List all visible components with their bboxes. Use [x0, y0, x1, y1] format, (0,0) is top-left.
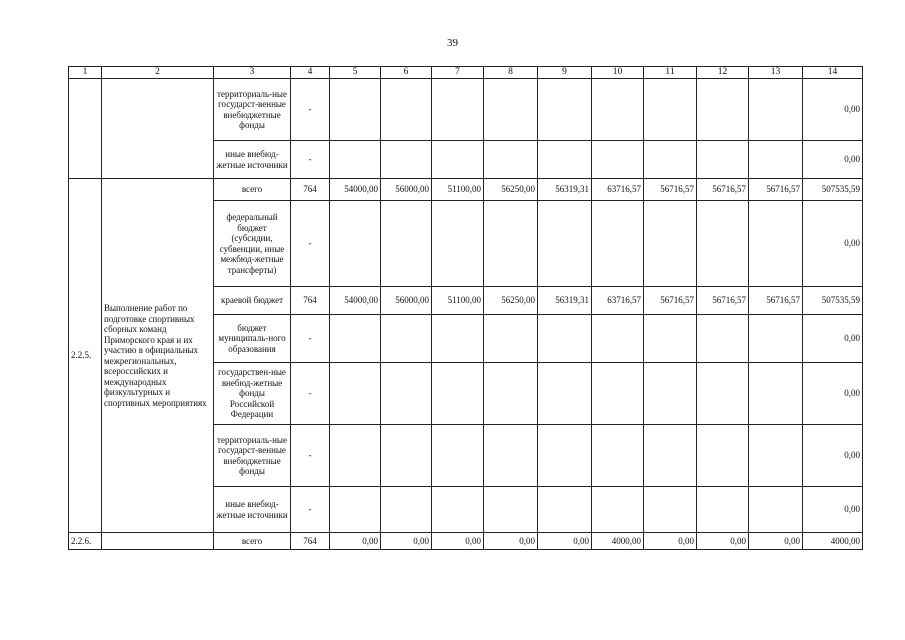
funding-source-cell: всего: [214, 179, 291, 201]
header-cell: 4: [291, 67, 330, 79]
code-cell: -: [291, 201, 330, 287]
value-cell: [538, 201, 592, 287]
funding-source-cell: всего: [214, 533, 291, 550]
value-cell: [432, 201, 484, 287]
value-cell: [381, 487, 432, 533]
value-cell: [592, 425, 644, 487]
value-cell: [697, 201, 749, 287]
funding-source-cell: иные внебюд-жетные источники: [214, 487, 291, 533]
value-cell: 56716,57: [749, 287, 803, 315]
table-row: [69, 79, 863, 141]
code-cell: -: [291, 363, 330, 425]
code-cell: -: [291, 487, 330, 533]
value-cell: [330, 425, 381, 487]
value-cell: [697, 425, 749, 487]
value-cell: 0,00: [432, 533, 484, 550]
value-cell: [592, 315, 644, 363]
value-cell: [484, 425, 538, 487]
value-cell: [538, 487, 592, 533]
funding-source-cell: территориаль-ные государст-венные внебюджетные фонды: [214, 79, 291, 141]
value-cell: [330, 315, 381, 363]
value-cell: 56319,31: [538, 179, 592, 201]
header-cell: 6: [381, 67, 432, 79]
value-cell: [697, 487, 749, 533]
header-cell: 8: [484, 67, 538, 79]
value-cell: [330, 79, 381, 141]
total-cell: 4000,00: [803, 533, 863, 550]
value-cell: [381, 315, 432, 363]
value-cell: [432, 487, 484, 533]
value-cell: [644, 141, 697, 179]
value-cell: [644, 201, 697, 287]
header-cell: 13: [749, 67, 803, 79]
code-cell: -: [291, 79, 330, 141]
row-number-cell: 2.2.5.: [69, 179, 102, 533]
value-cell: 0,00: [484, 533, 538, 550]
row-number-cell: 2.2.6.: [69, 533, 102, 550]
value-cell: [592, 487, 644, 533]
value-cell: [538, 363, 592, 425]
header-cell: 7: [432, 67, 484, 79]
funding-source-cell: федеральный бюджет (субсидии, субвенции, иные межбюд-жетные трансферты): [214, 201, 291, 287]
value-cell: [381, 363, 432, 425]
value-cell: [432, 425, 484, 487]
funding-source-cell: территориаль-ные государст-венные внебюджетные фонды: [214, 425, 291, 487]
total-cell: 0,00: [803, 201, 863, 287]
value-cell: [592, 201, 644, 287]
value-cell: [484, 363, 538, 425]
code-cell: -: [291, 425, 330, 487]
header-cell: 3: [214, 67, 291, 79]
item-name-cell: [102, 533, 214, 550]
funding-source-cell: государствен-ные внебюд-жетные фонды Российской Федерации: [214, 363, 291, 425]
value-cell: 56716,57: [644, 179, 697, 201]
header-cell: 10: [592, 67, 644, 79]
value-cell: [330, 363, 381, 425]
header-cell: 5: [330, 67, 381, 79]
value-cell: [538, 425, 592, 487]
table-row: [69, 533, 863, 550]
value-cell: [697, 363, 749, 425]
code-cell: -: [291, 315, 330, 363]
value-cell: 56716,57: [697, 179, 749, 201]
value-cell: 54000,00: [330, 179, 381, 201]
item-name-cell: [102, 79, 214, 179]
row-number-cell: [69, 79, 102, 179]
value-cell: [592, 141, 644, 179]
header-cell: 9: [538, 67, 592, 79]
value-cell: [644, 425, 697, 487]
value-cell: 0,00: [381, 533, 432, 550]
value-cell: [644, 315, 697, 363]
value-cell: 0,00: [538, 533, 592, 550]
value-cell: [749, 425, 803, 487]
value-cell: 56250,00: [484, 179, 538, 201]
value-cell: [644, 487, 697, 533]
funding-source-cell: краевой бюджет: [214, 287, 291, 315]
value-cell: 0,00: [330, 533, 381, 550]
value-cell: [749, 363, 803, 425]
value-cell: [330, 201, 381, 287]
value-cell: 63716,57: [592, 287, 644, 315]
value-cell: [432, 141, 484, 179]
total-cell: 507535,59: [803, 287, 863, 315]
value-cell: [538, 79, 592, 141]
value-cell: [749, 201, 803, 287]
value-cell: [484, 141, 538, 179]
value-cell: 51100,00: [432, 287, 484, 315]
value-cell: 56716,57: [697, 287, 749, 315]
value-cell: [644, 79, 697, 141]
total-cell: 0,00: [803, 425, 863, 487]
value-cell: 0,00: [749, 533, 803, 550]
value-cell: [432, 363, 484, 425]
value-cell: [381, 425, 432, 487]
funding-source-cell: бюджет муниципаль-ного образования: [214, 315, 291, 363]
value-cell: [749, 141, 803, 179]
funding-source-cell: иные внебюд-жетные источники: [214, 141, 291, 179]
header-cell: 2: [102, 67, 214, 79]
item-name-cell: Выполнение работ по подготовке спортивных сборных команд Приморского края и их участию в официальных межрегиональных, всероссийских и международных физкультурных и спортивных мероприятиях: [102, 179, 214, 533]
value-cell: 0,00: [697, 533, 749, 550]
value-cell: 51100,00: [432, 179, 484, 201]
budget-table: [68, 66, 863, 550]
header-cell: 14: [803, 67, 863, 79]
total-cell: 0,00: [803, 363, 863, 425]
value-cell: [592, 79, 644, 141]
value-cell: [538, 141, 592, 179]
value-cell: [381, 79, 432, 141]
value-cell: [697, 315, 749, 363]
total-cell: 507535,59: [803, 179, 863, 201]
total-cell: 0,00: [803, 487, 863, 533]
total-cell: 0,00: [803, 141, 863, 179]
value-cell: 54000,00: [330, 287, 381, 315]
value-cell: 56716,57: [749, 179, 803, 201]
value-cell: [697, 79, 749, 141]
value-cell: [697, 141, 749, 179]
value-cell: [484, 79, 538, 141]
value-cell: [644, 363, 697, 425]
value-cell: [484, 315, 538, 363]
value-cell: 56000,00: [381, 287, 432, 315]
value-cell: [592, 363, 644, 425]
value-cell: [749, 315, 803, 363]
header-row: [69, 67, 863, 79]
value-cell: [484, 487, 538, 533]
value-cell: [381, 141, 432, 179]
total-cell: 0,00: [803, 79, 863, 141]
table-row: [69, 179, 863, 201]
value-cell: [749, 79, 803, 141]
value-cell: 0,00: [644, 533, 697, 550]
code-cell: 764: [291, 179, 330, 201]
value-cell: [432, 79, 484, 141]
value-cell: [432, 315, 484, 363]
code-cell: 764: [291, 533, 330, 550]
value-cell: [538, 315, 592, 363]
value-cell: 56000,00: [381, 179, 432, 201]
value-cell: 56319,31: [538, 287, 592, 315]
code-cell: -: [291, 141, 330, 179]
value-cell: 4000,00: [592, 533, 644, 550]
header-cell: 1: [69, 67, 102, 79]
value-cell: [749, 487, 803, 533]
value-cell: 56250,00: [484, 287, 538, 315]
value-cell: 56716,57: [644, 287, 697, 315]
header-cell: 12: [697, 67, 749, 79]
value-cell: [330, 487, 381, 533]
page-number: 39: [447, 37, 458, 49]
header-cell: 11: [644, 67, 697, 79]
code-cell: 764: [291, 287, 330, 315]
value-cell: [484, 201, 538, 287]
value-cell: 63716,57: [592, 179, 644, 201]
total-cell: 0,00: [803, 315, 863, 363]
value-cell: [330, 141, 381, 179]
value-cell: [381, 201, 432, 287]
